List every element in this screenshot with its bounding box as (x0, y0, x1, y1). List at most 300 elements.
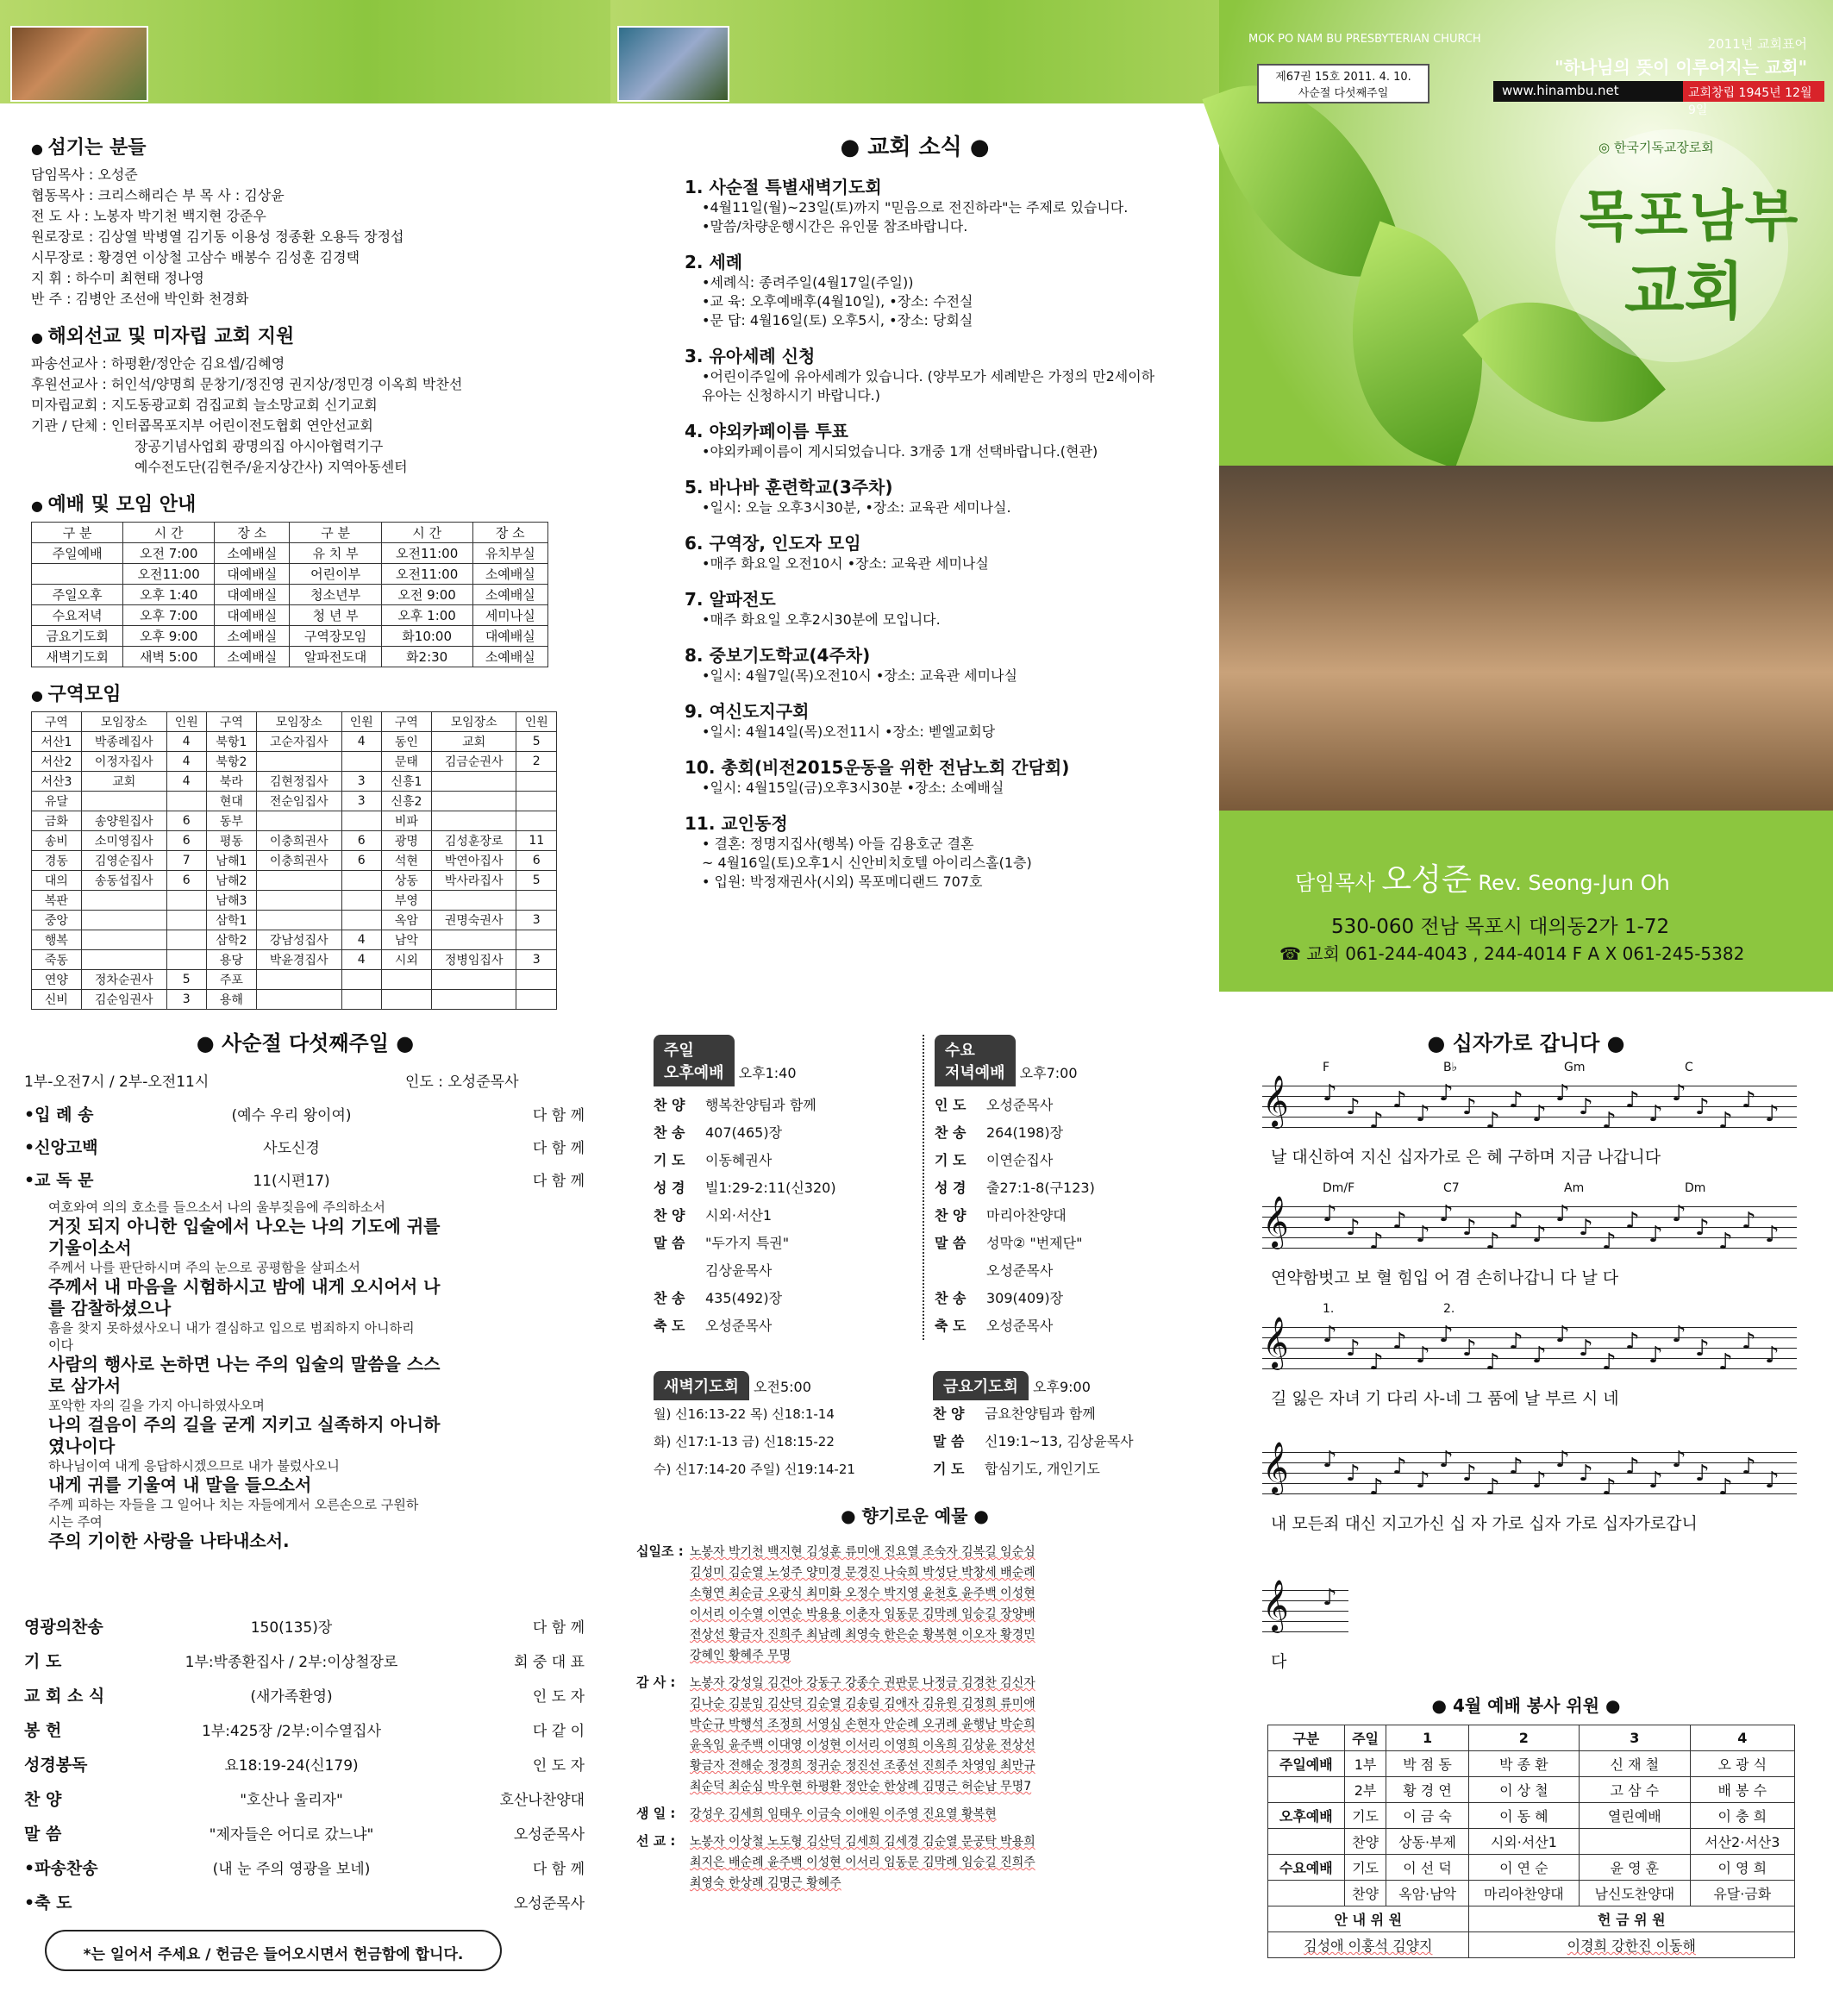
offering-group (636, 1542, 1214, 1666)
header-cell: 2 (1468, 1725, 1579, 1751)
table-cell: 5 (516, 732, 557, 752)
table-cell (166, 950, 206, 970)
header-cell: 구 분 (290, 523, 381, 543)
table-cell: 현대 (206, 792, 256, 811)
service-label: 기 도 (935, 1152, 967, 1168)
server-row: 전 도 사 : 노봉자 박기천 백지현 강준우 (31, 208, 266, 224)
year-label: 2011년 교회표어 (1707, 36, 1807, 52)
table-cell (341, 911, 381, 930)
table-cell: 6 (516, 851, 557, 871)
table-cell (516, 930, 557, 950)
table-cell (516, 891, 557, 911)
treble-clef-icon: 𝄞 (1262, 1196, 1289, 1248)
responsive-reading (48, 1199, 600, 1552)
table-cell: 박 점 동 (1386, 1751, 1468, 1777)
order-right: 다 함 께 (532, 1619, 585, 1637)
order-right: 다 함 께 (532, 1107, 585, 1124)
table-cell: 행복 (32, 930, 82, 950)
table-cell (1268, 1881, 1345, 1906)
offering-names: 박순규 박행석 조정희 서영심 손현자 안순례 오귀례 윤행남 박순희 (690, 1718, 1035, 1731)
note-icon: ♪ (1648, 1468, 1663, 1493)
table-cell: 화2:30 (381, 647, 472, 667)
table-cell: 경동 (32, 851, 82, 871)
order-middle: (예수 우리 왕이여) (231, 1107, 352, 1124)
table-cell: 6 (166, 831, 206, 851)
offering-list (636, 1535, 1214, 1894)
table-cell: 주포 (206, 970, 256, 990)
table-header (32, 523, 548, 543)
note-icon: ♪ (1742, 1329, 1756, 1355)
treble-clef-icon: 𝄞 (1262, 1075, 1289, 1127)
order-right: 오성준목사 (513, 1895, 585, 1913)
note-icon: ♪ (1392, 1454, 1407, 1480)
offering-names: 노봉자 이상철 노도형 김산덕 김세희 김세경 김순열 문공탁 박용희 (690, 1835, 1035, 1849)
service-value: 435(492)장 (705, 1290, 783, 1306)
table-cell: 기도 (1344, 1855, 1386, 1881)
note-icon: ♪ (1648, 1343, 1663, 1368)
table-cell: 남신도찬양대 (1580, 1881, 1690, 1906)
table-cell: 2 (516, 752, 557, 772)
table-cell: 이충희권사 (256, 831, 341, 851)
table-cell: 주일예배 (1268, 1751, 1345, 1777)
note-icon: ♪ (1509, 1208, 1523, 1234)
header-cell: 구역 (206, 712, 256, 732)
note-icon: ♪ (1765, 1343, 1780, 1368)
table-cell: 강남성집사 (256, 930, 341, 950)
news-item (685, 173, 1219, 236)
service-value: 오성준목사 (705, 1318, 773, 1334)
table-cell (1268, 1829, 1345, 1855)
table-cell: 서산3 (32, 772, 82, 792)
note-icon: ♪ (1369, 1108, 1384, 1134)
order-right: 오성준목사 (513, 1826, 585, 1844)
table-cell: 4 (341, 950, 381, 970)
mission-row: 기관 / 단체 : 인터콥목포지부 어린이전도협회 연안선교회 (31, 417, 373, 434)
table-cell: 복판 (32, 891, 82, 911)
table-cell (81, 911, 166, 930)
order-key: 말 씀 (24, 1825, 62, 1844)
note-icon: ♪ (1742, 1454, 1756, 1480)
table-row (1268, 1932, 1795, 1958)
table-cell: 옥암·남악 (1386, 1881, 1468, 1906)
note-icon: ♪ (1695, 1215, 1710, 1241)
order-middle: (내 눈 주의 영광을 보네) (212, 1861, 371, 1878)
service-label: 축 도 (935, 1318, 967, 1334)
service-label: 찬 송 (654, 1290, 685, 1306)
service-value: "두가지 특권" (705, 1235, 790, 1251)
order-middle: 요18:19-24(신179) (224, 1757, 359, 1775)
table-cell: 시외·서산1 (1468, 1829, 1579, 1855)
table-cell: 송비 (32, 831, 82, 851)
service-value: 264(198)장 (986, 1124, 1064, 1141)
table-row (32, 811, 557, 831)
service-row (654, 1257, 912, 1285)
server-row: 지 휘 : 하수미 최현태 정나영 (31, 270, 204, 286)
table-cell: 배 봉 수 (1690, 1777, 1794, 1803)
table-cell: 대예배실 (215, 605, 290, 626)
order-middle: (새가족환영) (250, 1688, 333, 1706)
service-label: 찬 양 (933, 1406, 965, 1422)
service-label: 성 경 (654, 1180, 685, 1196)
wed-pm-tag: 수요 저녁예배 (935, 1035, 1016, 1086)
offering-names: 강혜인 황혜주 무명 (690, 1649, 791, 1662)
offering-names: 최순덕 최순심 박우현 하평환 정안순 한상례 김명근 허순남 무명7 (690, 1780, 1032, 1794)
table-cell: 중앙 (32, 911, 82, 930)
table-cell: 김순임권사 (81, 990, 166, 1010)
responsive-line: 포악한 자의 길을 가지 아니하였사오며 (48, 1398, 265, 1413)
table-cell (256, 891, 341, 911)
note-icon: ♪ (1555, 1201, 1570, 1227)
note-icon: ♪ (1392, 1329, 1407, 1355)
news-title: ● 교회 소식 ● (840, 135, 990, 160)
responsive-line: 시는 주여 (48, 1514, 103, 1530)
responsive-line: 흠을 찾지 못하셨사오니 내가 결심하고 입으로 범죄하지 아니하리 (48, 1320, 415, 1336)
table-row (1268, 1829, 1795, 1855)
table-cell: 새벽기도회 (32, 647, 123, 667)
cover (1219, 0, 1833, 992)
order-key: •교 독 문 (24, 1171, 94, 1190)
table-cell: 오 광 식 (1690, 1751, 1794, 1777)
order-item (24, 1787, 593, 1810)
news-heading: 5. 바나바 훈련학교(3주차) (685, 477, 893, 498)
table-row (1268, 1855, 1795, 1881)
table-cell: 옥암 (381, 911, 431, 930)
table-cell: 권명숙권사 (431, 911, 516, 930)
news-line: •문 답: 4월16일(토) 오후5시, •장소: 당회실 (702, 312, 973, 329)
note-icon: ♪ (1672, 1201, 1686, 1227)
service-row (935, 1202, 1207, 1230)
sunday-name: 사순절 다섯째주일 (1298, 87, 1389, 100)
service-label: 찬 송 (935, 1290, 967, 1306)
table-cell: 박 종 환 (1468, 1751, 1579, 1777)
mission-list (31, 354, 600, 478)
note-icon: ♪ (1579, 1094, 1593, 1120)
lyric-line: 길 잃은 자녀 기 다리 사-네 그 품에 날 부르 시 네 (1271, 1389, 1619, 1408)
header-cell: 구 분 (32, 523, 123, 543)
table-cell: 북항1 (206, 732, 256, 752)
service-value: 행복찬양팀과 함께 (705, 1097, 816, 1113)
table-cell (166, 930, 206, 950)
dawn-reading: 수) 신17:14-20 주일) 신19:14-21 (654, 1462, 855, 1477)
table-cell: 6 (166, 811, 206, 831)
offering-kind: 감 사 : (636, 1675, 676, 1690)
header-cell: 인원 (516, 712, 557, 732)
news-line: • 결혼: 정명지집사(행복) 아들 김용호군 결혼 (702, 836, 974, 852)
note-icon: ♪ (1346, 1461, 1361, 1487)
note-icon: ♪ (1718, 1229, 1733, 1255)
order-right: 인 도 자 (532, 1757, 585, 1775)
table-cell: 박사라집사 (431, 871, 516, 891)
service-value: 금요찬양팀과 함께 (985, 1406, 1096, 1422)
table-cell: 상동·부제 (1386, 1829, 1468, 1855)
order-key: •축 도 (24, 1894, 72, 1913)
table-cell: 상동 (381, 871, 431, 891)
sunday-pm-service: 주일 오후예배 오후1:40 찬 양 행복찬양팀과 함께 찬 송 407(465)장 기 도 이동혜권사 성 경 빌1:29-2:11(신320) 찬 양 시외·서산1 말 씀 "두가지 특권" 김상윤목사 찬 송 435(492)장 축 도 오성준목사 (654, 1035, 912, 1340)
news-heading: 10. 총회(비전2015운동을 위한 전남노회 간담회) (685, 757, 1070, 778)
order-item (24, 1614, 593, 1637)
service-value: 오성준목사 (986, 1318, 1054, 1334)
table-row (32, 891, 557, 911)
table-row (32, 647, 548, 667)
header-cell: 장 소 (472, 523, 547, 543)
order-middle: "제자들은 어디로 갔느냐" (209, 1826, 374, 1844)
server-row: 협동목사 : 크리스해리슨 부 목 사 : 김상윤 (31, 187, 285, 203)
server-row: 담임목사 : 오성준 (31, 166, 138, 183)
note-icon: ♪ (1532, 1101, 1547, 1127)
table-cell: 6 (341, 831, 381, 851)
table-cell: 오후 9:00 (123, 626, 215, 647)
hymn-title: ● 십자가로 갑니다 ● (1427, 1031, 1625, 1055)
note-icon: ♪ (1323, 1080, 1337, 1106)
table-header (32, 712, 557, 732)
chord-label: C (1685, 1061, 1693, 1074)
note-icon: ♪ (1602, 1229, 1617, 1255)
table-cell: 기도 (1344, 1803, 1386, 1829)
table-cell: 대예배실 (215, 585, 290, 605)
duty-title: ● 4월 예배 봉사 위원 ● (1431, 1695, 1621, 1716)
table-cell: 찬양 (1344, 1881, 1386, 1906)
denomination: ◎ 한국기독교장로회 (1598, 140, 1714, 155)
footer-value: 김성애 이홍석 김양지 (1268, 1932, 1469, 1958)
service-value: 합심기도, 개인기도 (985, 1461, 1100, 1477)
table-cell: 수요예배 (1268, 1855, 1345, 1881)
service-value: 출27:1-8(구123) (986, 1180, 1095, 1196)
table-cell: 수요저녁 (32, 605, 123, 626)
order-right: 회 중 대 표 (514, 1654, 585, 1671)
table-cell: 세미나실 (472, 605, 547, 626)
table-cell (341, 811, 381, 831)
note-icon: ♪ (1625, 1454, 1640, 1480)
website-link[interactable]: www.hinambu.net (1493, 81, 1683, 102)
cell-title: ● 구역모임 (31, 679, 600, 706)
table-cell (431, 811, 516, 831)
table-cell: 삼학1 (206, 911, 256, 930)
panel-news (610, 0, 1219, 992)
table-cell: 이 선 덕 (1386, 1855, 1468, 1881)
service-row (935, 1285, 1207, 1312)
order-item (24, 1168, 593, 1191)
table-cell: 이정자집사 (81, 752, 166, 772)
order-right: 다 같 이 (532, 1723, 585, 1740)
table-cell: 청 년 부 (290, 605, 381, 626)
table-row (32, 626, 548, 647)
table-cell (431, 930, 516, 950)
table-cell (381, 970, 431, 990)
worship-title: ● 예배 및 모임 안내 (31, 490, 600, 517)
children-photo (617, 26, 729, 102)
table-cell: 교회 (431, 732, 516, 752)
service-value: 마리아찬양대 (986, 1207, 1067, 1224)
note-icon: ♪ (1462, 1094, 1477, 1120)
footer-head: 안 내 위 원 (1268, 1906, 1469, 1932)
table-cell (256, 752, 341, 772)
table-row (32, 970, 557, 990)
server-row: 원로장로 : 김상열 박병열 김기동 이용성 정종환 오용득 장정섭 (31, 229, 404, 245)
table-cell: 유달 (32, 792, 82, 811)
service-row (935, 1174, 1207, 1202)
duty-table (1267, 1725, 1795, 1958)
order-middle: "호산나 울리자" (240, 1792, 343, 1809)
service-label: 성 경 (935, 1180, 967, 1196)
news-line: •4월11일(월)~23일(토)까지 "믿음으로 전진하라"는 주제로 있습니다. (702, 199, 1129, 216)
table-cell: 알파전도대 (290, 647, 381, 667)
header-cell: 장 소 (215, 523, 290, 543)
table-cell: 7 (166, 851, 206, 871)
news-item (685, 529, 1219, 573)
table-cell: 4 (341, 732, 381, 752)
note-icon: ♪ (1742, 1208, 1756, 1234)
responsive-line: 거짓 되지 아니한 입술에서 나오는 나의 기도에 귀를 (48, 1216, 441, 1237)
note-icon: ♪ (1462, 1336, 1477, 1362)
table-cell (431, 891, 516, 911)
order-item (24, 1683, 593, 1706)
order-middle: 1부:425장 /2부:이수열집사 (201, 1723, 382, 1740)
order-item (24, 1718, 593, 1741)
offering-names: 강성우 김세희 임태우 이금숙 이애원 이주영 진요열 황복현 (690, 1807, 997, 1821)
order-right: 다 함 께 (532, 1140, 585, 1157)
note-icon: ♪ (1672, 1322, 1686, 1348)
lyric-line: 다 (1271, 1652, 1287, 1671)
service-label: 말 씀 (935, 1235, 967, 1251)
note-icon: ♪ (1509, 1087, 1523, 1113)
service-row (654, 1285, 912, 1312)
order-key: 봉 헌 (24, 1721, 62, 1740)
service-value: 빌1:29-2:11(신320) (705, 1180, 836, 1196)
offering-names: 소형연 최순금 오광식 최미화 오정수 박지영 윤천호 윤주백 이성현 (690, 1587, 1035, 1600)
note-icon: ♪ (1695, 1094, 1710, 1120)
table-cell: 3 (341, 792, 381, 811)
table-cell: 이 금 숙 (1386, 1803, 1468, 1829)
table-cell: 남해2 (206, 871, 256, 891)
worship-hall-photo (1219, 466, 1833, 811)
note-icon: ♪ (1648, 1222, 1663, 1248)
service-value: 시외·서산1 (705, 1207, 773, 1224)
service-label: 기 도 (654, 1152, 685, 1168)
table-cell: 윤 영 훈 (1580, 1855, 1690, 1881)
offering-group (636, 1804, 1214, 1825)
service-value: 407(465)장 (705, 1124, 783, 1141)
mission-row: 예수전도단(김현주/윤지상간사) 지역아동센터 (135, 459, 408, 475)
server-row: 반 주 : 김병안 조선애 박인화 천경화 (31, 291, 249, 307)
offering-names: 최지은 배순례 윤주백 이성현 이서리 임동문 김막례 임승길 진희주 (690, 1856, 1035, 1869)
note-icon: ♪ (1579, 1461, 1593, 1487)
standing-note: *는 일어서 주세요 / 헌금은 들어오시면서 헌금함에 합니다. (45, 1930, 502, 1971)
table-cell: 송동섭집사 (81, 871, 166, 891)
table-cell: 오전 7:00 (123, 543, 215, 564)
offering-names: 윤옥임 윤주백 이대영 이성현 이서리 이영희 이옥희 김상윤 전상선 (690, 1738, 1035, 1752)
order-key: 교 회 소 식 (24, 1687, 105, 1706)
table-cell: 문태 (381, 752, 431, 772)
note-icon: ♪ (1765, 1468, 1780, 1493)
order-item (24, 1649, 593, 1672)
news-heading: 8. 중보기도학교(4주차) (685, 645, 871, 666)
table-cell: 유치부실 (472, 543, 547, 564)
service-label: 찬 양 (654, 1097, 685, 1113)
note-icon: ♪ (1695, 1336, 1710, 1362)
note-icon: ♪ (1532, 1343, 1547, 1368)
chord-label: 2. (1443, 1302, 1455, 1316)
note-icon: ♪ (1439, 1080, 1454, 1106)
news-heading: 4. 야외카페이름 투표 (685, 421, 848, 441)
note-icon: ♪ (1695, 1461, 1710, 1487)
table-cell: 신비 (32, 990, 82, 1010)
news-heading: 3. 유아세례 신청 (685, 346, 816, 366)
dawn-reading: 화) 신17:1-13 금) 신18:15-22 (654, 1434, 835, 1449)
table-cell: 대의 (32, 871, 82, 891)
table-cell: 부영 (381, 891, 431, 911)
lyric-line: 날 대신하여 지신 십자가로 은 혜 구하며 지금 나갑니다 (1271, 1148, 1661, 1167)
note-icon: ♪ (1346, 1094, 1361, 1120)
service-value: 이연순집사 (986, 1152, 1054, 1168)
table-row (32, 752, 557, 772)
table-cell: 이 영 희 (1690, 1855, 1794, 1881)
server-row: 시무장로 : 황경연 이상철 고삼수 배봉수 김성훈 김경택 (31, 249, 360, 266)
dawn-prayer: 새벽기도회 오전5:00 월) 신16:13-22 목) 신18:1-14 화) 신17:1-13 금) 신18:15-22 수) 신17:14-20 주일) 신19:14-21 (654, 1371, 912, 1483)
table-cell: 이 연 순 (1468, 1855, 1579, 1881)
worship-table (31, 522, 548, 667)
service-label: 기 도 (933, 1461, 965, 1477)
lyric-line: 연약함벗고 보 혈 힘입 어 겸 손히나갑니 다 날 다 (1271, 1268, 1619, 1287)
service-label: 말 씀 (654, 1235, 685, 1251)
note-icon: ♪ (1765, 1101, 1780, 1127)
responsive-line: 나의 걸음이 주의 길을 굳게 지키고 실족하지 아니하 (48, 1414, 441, 1435)
note-icon: ♪ (1416, 1343, 1430, 1368)
header-cell: 모임장소 (256, 712, 341, 732)
table-cell: 김영순집사 (81, 851, 166, 871)
note-icon: ♪ (1602, 1108, 1617, 1134)
table-cell: 김현정집사 (256, 772, 341, 792)
news-item (685, 248, 1219, 330)
note-icon: ♪ (1555, 1080, 1570, 1106)
responsive-line: 여호와여 의의 호소를 들으소서 나의 울부짖음에 주의하소서 (48, 1199, 385, 1215)
offering-group (636, 1831, 1214, 1894)
table-cell (431, 970, 516, 990)
table-cell: 3 (341, 772, 381, 792)
responsive-line: 이다 (48, 1337, 73, 1353)
news-line: •일시: 오늘 오후3시30분, •장소: 교육관 세미나실. (702, 499, 1011, 516)
table-cell (341, 871, 381, 891)
news-item (685, 698, 1219, 742)
note-icon: ♪ (1346, 1336, 1361, 1362)
cell-table (31, 711, 557, 1010)
news-line: 유아는 신청하시기 바랍니다.) (702, 387, 880, 404)
mission-row: 미자립교회 : 지도동광교회 검집교회 늘소망교회 신기교회 (31, 397, 378, 413)
table-cell (166, 792, 206, 811)
address: 530-060 전남 목포시 대의동2가 1-72 (1331, 916, 1670, 938)
order-item (24, 1135, 593, 1158)
service-row (654, 1230, 912, 1257)
note-icon: ♪ (1555, 1447, 1570, 1473)
table-cell: 3 (516, 950, 557, 970)
panel-hymn (1219, 992, 1833, 2016)
responsive-line: 주께 피하는 자들을 그 일어나 치는 자들에게서 오른손으로 구원하 (48, 1497, 419, 1512)
header-cell: 모임장소 (431, 712, 516, 732)
table-cell: 박종례집사 (81, 732, 166, 752)
order-right: 인 도 자 (532, 1688, 585, 1706)
table-cell: 남해3 (206, 891, 256, 911)
responsive-line: 로 삼가서 (48, 1375, 122, 1396)
news-line: •교 육: 오후예배후(4월10일), •장소: 수전실 (702, 293, 973, 310)
chord-label: Am (1564, 1181, 1585, 1195)
table-row (32, 585, 548, 605)
order-right: 호산나찬양대 (499, 1792, 585, 1809)
service-row (654, 1202, 912, 1230)
responsive-line: 기울이소서 (48, 1237, 132, 1258)
note-icon: ♪ (1486, 1474, 1500, 1500)
note-icon: ♪ (1625, 1087, 1640, 1113)
table-cell: 김금순권사 (431, 752, 516, 772)
table-cell (81, 792, 166, 811)
